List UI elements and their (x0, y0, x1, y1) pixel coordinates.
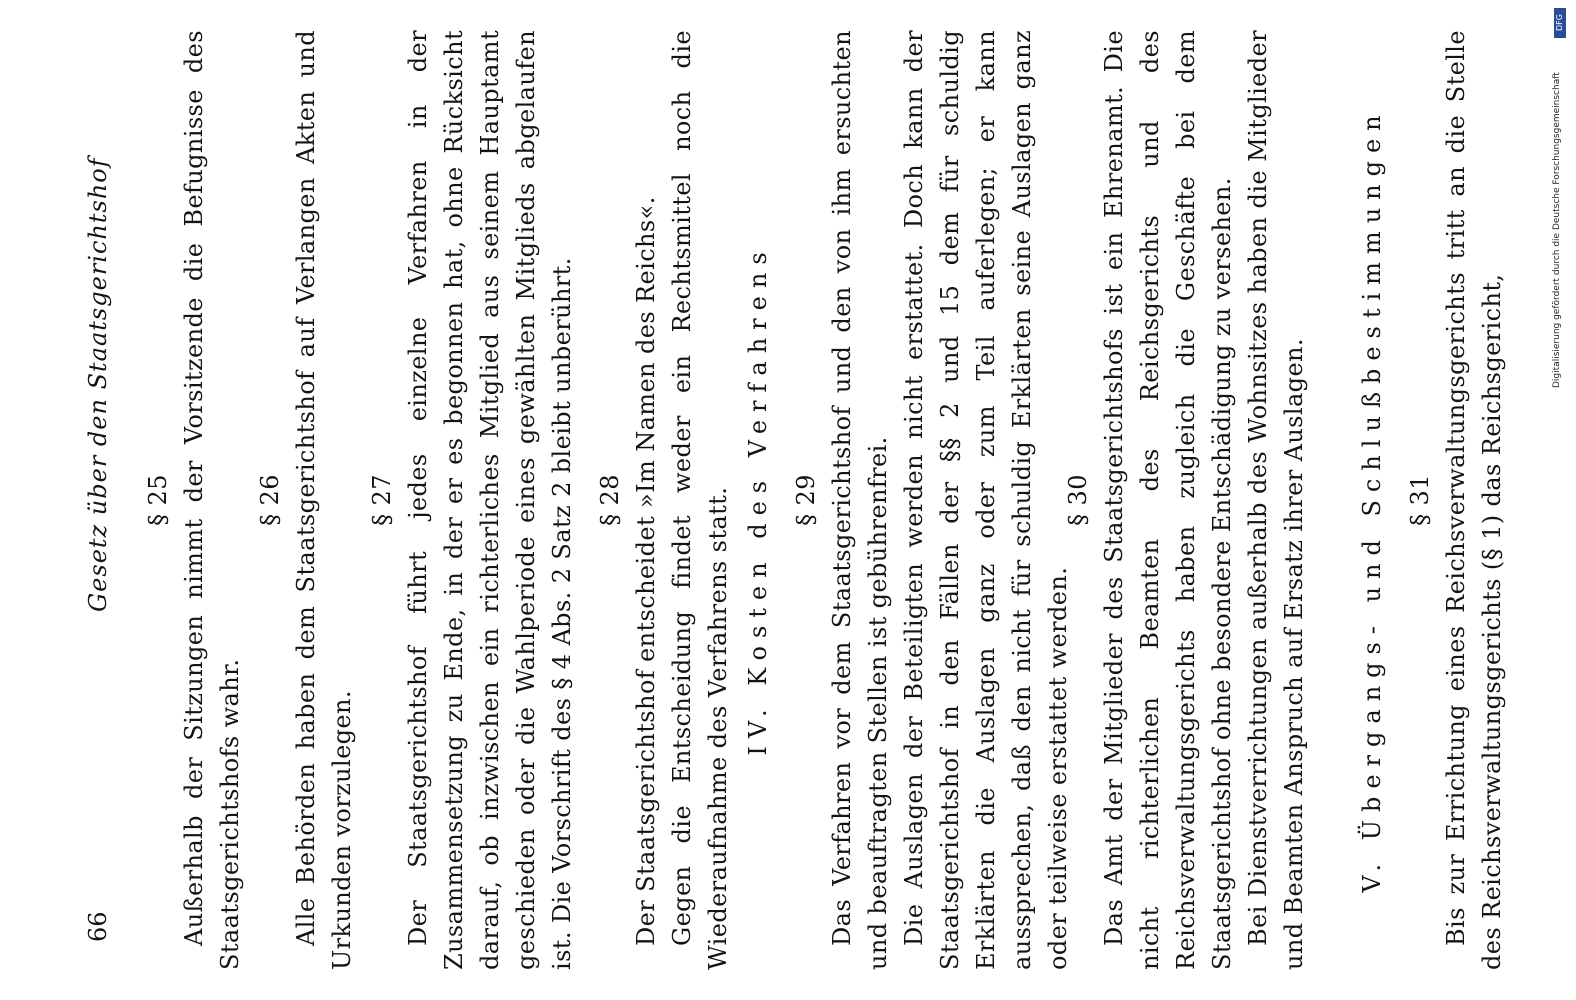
paragraph: Außerhalb der Sitzungen nimmt der Vorsitzende die Befugnisse des Staatsgerichtshofs wahr. (180, 30, 244, 970)
chapter-v (1354, 30, 1390, 970)
paragraph: Das Amt der Mitglieder des Staatsgerichtshofs ist ein Ehrenamt. Die nicht richterlichen Beamten des Reichsgerichts und des Reichsverwaltungsgerichts haben zugleich die Geschäfte bei dem Staatsgerichtshof ohne besondere Entschädigung zu versehen. (1100, 30, 1236, 970)
page-number: 66 (84, 911, 112, 942)
section-heading: § 25 (144, 474, 172, 526)
digitization-credit: Digitalisierung gefördert durch die Deutsche Forschungsgemeinschaft (1552, 72, 1562, 388)
chapter-heading: IV. Kosten des Verfahrens (744, 244, 772, 756)
running-title: Gesetz über den Staatsgerichtshof (84, 157, 112, 612)
paragraph: Der Staatsgerichtshof entscheidet »Im Namen des Reichs«. (632, 196, 660, 946)
section-heading: § 28 (596, 474, 624, 526)
section-heading: § 30 (1064, 474, 1092, 526)
dfg-logo: DFG (1554, 8, 1566, 38)
section-30 (1060, 30, 1312, 970)
rotated-book-page (70, 30, 1550, 970)
section-31 (1402, 30, 1510, 970)
paragraph: Der Staatsgerichtshof führt jedes einzelne Verfahren in der Zusammensetzung zu Ende, in der er es begonnen hat, ohne Rücksicht darauf, ob inzwischen ein richterliches Mitglied aus seinem Hauptamt geschieden oder die Wahlperiode eines gewählten Mitglieds abgelaufen ist. Die Vorschrift des § 4 Abs. 2 Satz 2 bleibt unberührt. (404, 30, 576, 970)
section-heading: § 26 (256, 474, 284, 526)
paragraph: Alle Behörden haben dem Staatsgerichtshof auf Verlangen Akten und Urkunden vorzulegen. (292, 30, 356, 970)
section-heading: § 31 (1406, 474, 1434, 526)
section-heading: § 29 (792, 474, 820, 526)
section-27 (364, 30, 580, 970)
paragraph: Bei Dienstverrichtungen außerhalb des Wohnsitzes haben die Mitglieder und Beamten Anspruch auf Ersatz ihrer Auslagen. (1244, 30, 1308, 970)
chapter-iv (740, 30, 776, 970)
paragraph: Die Auslagen der Beteiligten werden nicht erstattet. Doch kann der Staatsgerichtshof in den Fällen der §§ 2 und 15 dem für schuldig Erklärten die Auslagen ganz oder zum Teil auferlegen; er kann aussprechen, daß den nicht für schuldig Erklärten seine Auslagen ganz oder teilweise erstattet werden. (900, 30, 1072, 970)
chapter-heading: V. Übergangs- und Schlußbestimmungen (1358, 107, 1386, 893)
section-heading: § 27 (368, 474, 396, 526)
paragraph: Bis zur Errichtung eines Reichsverwaltungsgerichts tritt an die Stelle des Reichsverwaltungsgerichts (§ 1) das Reichsgericht, (1442, 30, 1506, 970)
section-28 (592, 30, 736, 970)
running-header (84, 42, 120, 942)
section-25 (140, 30, 248, 970)
section-26 (252, 30, 360, 970)
paragraph: Gegen die Entscheidung findet weder ein Rechtsmittel noch die Wiederaufnahme des Verfahrens statt. (668, 30, 732, 970)
section-29 (788, 30, 1076, 970)
paragraph: Das Verfahren vor dem Staatsgerichtshof und den von ihm ersuchten und beauftragten Stellen ist gebührenfrei. (828, 30, 892, 970)
